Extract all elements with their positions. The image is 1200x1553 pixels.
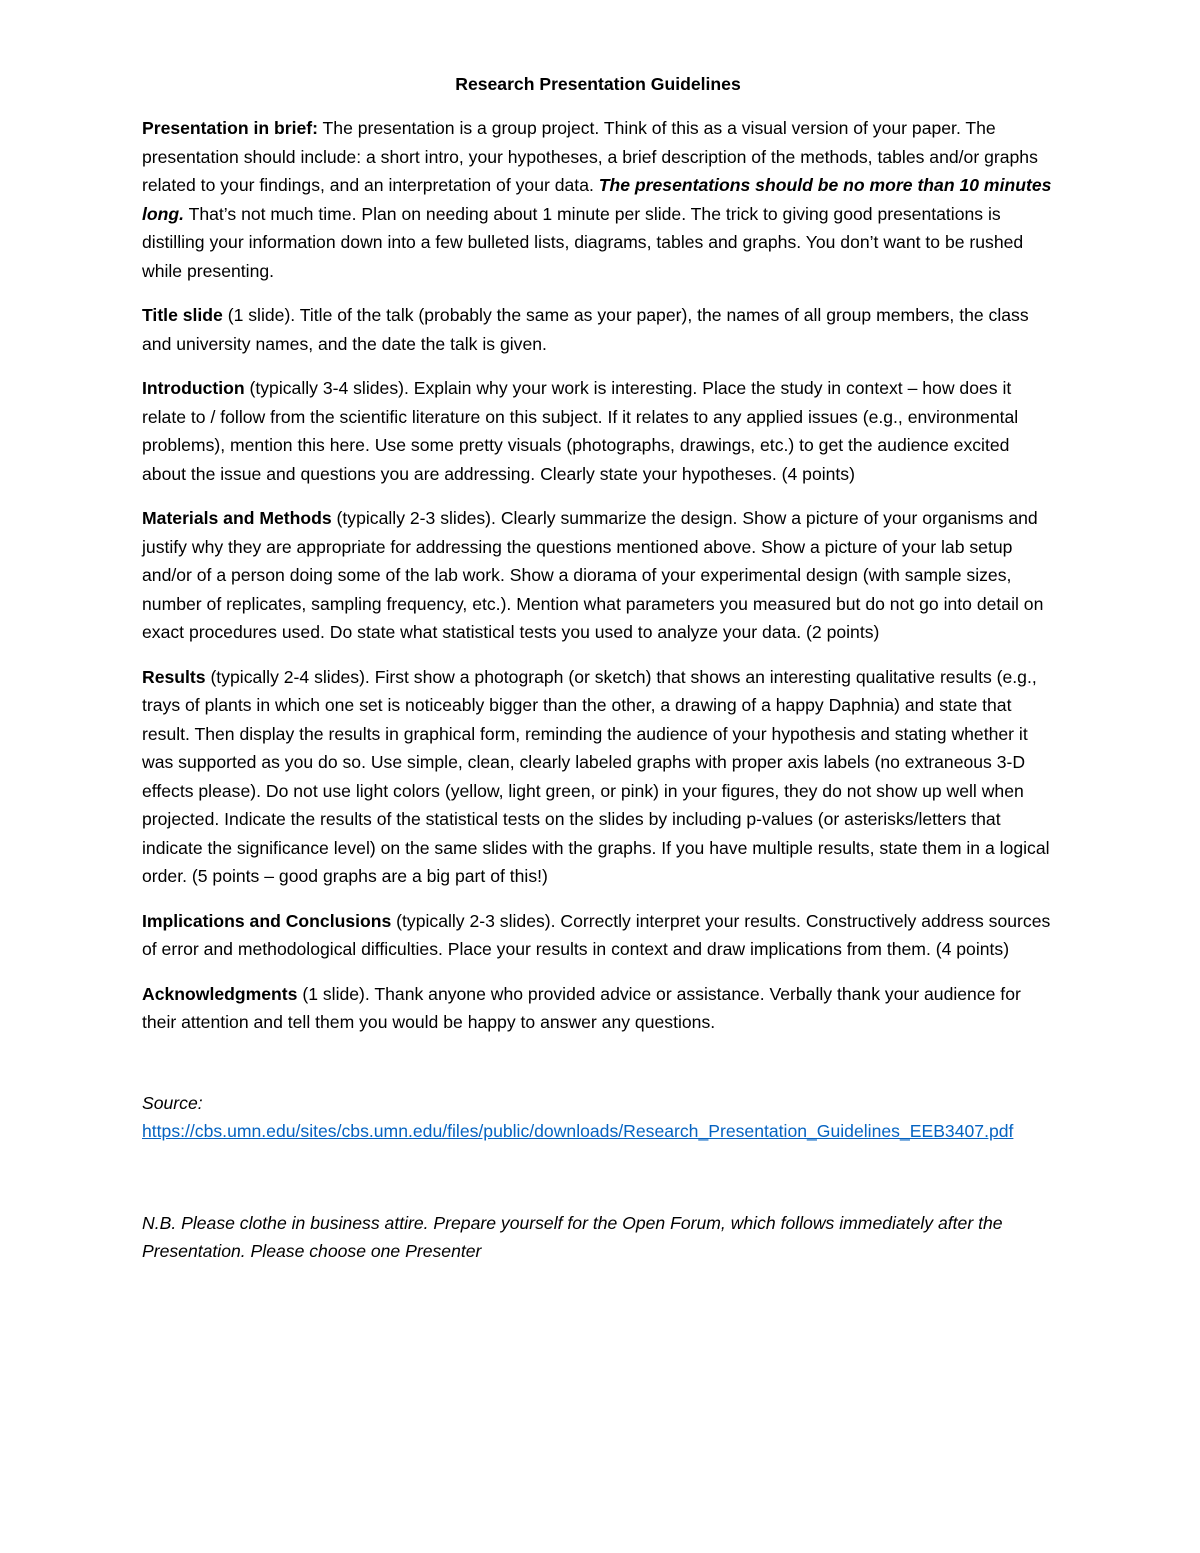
- section-text: (1 slide). Title of the talk (probably the same as your paper), the names of all group members, the class and university names, and the date the talk is given.: [142, 305, 1029, 354]
- section-heading: Materials and Methods: [142, 508, 332, 528]
- source-link[interactable]: https://cbs.umn.edu/sites/cbs.umn.edu/files/public/downloads/Research_Presentation_Guidelines_EEB3407.pdf: [142, 1121, 1014, 1141]
- section-text: The presentation is a group project. Think of this as a visual version of your paper. The presentation should include: a short intro, your hypotheses, a brief description of the methods, tables and/or graphs related to your findings, and an interpretation of your data.: [142, 118, 1038, 195]
- section-acknowledgments: [142, 980, 1054, 1037]
- source-label: Source:: [142, 1092, 203, 1113]
- closing-note: N.B. Please clothe in business attire. Prepare yourself for the Open Forum, which follows immediately after the Presentation. Please choose one Presenter: [142, 1212, 1003, 1261]
- document-title: Research Presentation Guidelines: [455, 74, 741, 94]
- section-title-slide: [142, 301, 1054, 358]
- section-heading: Introduction: [142, 378, 245, 398]
- section-text: (typically 2-3 slides). Correctly interpret your results. Constructively address sources of error and methodological difficulties. Place your results in context and draw implications from them. (4 points): [142, 910, 1051, 959]
- section-heading: Implications and Conclusions: [142, 910, 392, 931]
- section-heading: Acknowledgments: [142, 983, 298, 1004]
- section-heading: Presentation in brief:: [142, 118, 318, 138]
- document-page: [142, 70, 1054, 1283]
- section-implications-and-conclusions: [142, 907, 1054, 964]
- section-heading: Title slide: [142, 305, 223, 325]
- source-block: [142, 1089, 1054, 1146]
- time-limit-emphasis: The presentations should be no more than 10 minutes long.: [142, 175, 1052, 224]
- section-introduction: [142, 374, 1054, 488]
- section-text: That’s not much time. Plan on needing about 1 minute per slide. The trick to giving good presentations is distilling your information down into a few bulleted lists, diagrams, tables and graphs. You don’t want to be rushed while presenting.: [142, 203, 1024, 281]
- section-text: (typically 2-4 slides). First show a photograph (or sketch) that shows an interesting qualitative results (e.g., trays of plants in which one set is noticeably bigger than the other, a drawing of a happy Daphnia) and state that result. Then display the results in graphical form, reminding the audience of your hypothesis and stating whether it was supported as you do so. Use simple, clean, clearly labeled graphs with proper axis labels (no extraneous 3-D effects please). Do not use light colors (yellow, light green, or pink) in your figures, they do not show up well when projected. Indicate the results of the statistical tests on the slides by including p-values (or asterisks/letters that indicate the significance level) on the same slides with the graphs. If you have multiple results, state them in a logical order. (5 points – good graphs are a big part of this!): [142, 666, 1050, 886]
- section-text: (typically 3-4 slides). Explain why your work is interesting. Place the study in context – how does it relate to / follow from the scientific literature on this subject. If it relates to any applied issues (e.g., environmental problems), mention this here. Use some pretty visuals (photographs, drawings, etc.) to get the audience excited about the issue and questions you are addressing. Clearly state your hypotheses. (4 points): [142, 378, 1019, 484]
- section-heading: Results: [142, 666, 206, 687]
- section-results: [142, 663, 1054, 891]
- section-text: (1 slide). Thank anyone who provided advice or assistance. Verbally thank your audience for their attention and tell them you would be happy to answer any questions.: [142, 983, 1021, 1032]
- section-materials-and-methods: [142, 504, 1054, 647]
- section-text: (typically 2-3 slides). Clearly summarize the design. Show a picture of your organisms and justify why they are appropriate for addressing the questions mentioned above. Show a picture of your lab setup and/or of a person doing some of the lab work. Show a diorama of your experimental design (with sample sizes, number of replicates, sampling frequency, etc.). Mention what parameters you measured but do not go into detail on exact procedures used. Do state what statistical tests you used to analyze your data. (2 points): [142, 508, 1044, 642]
- section-presentation-in-brief: [142, 114, 1054, 285]
